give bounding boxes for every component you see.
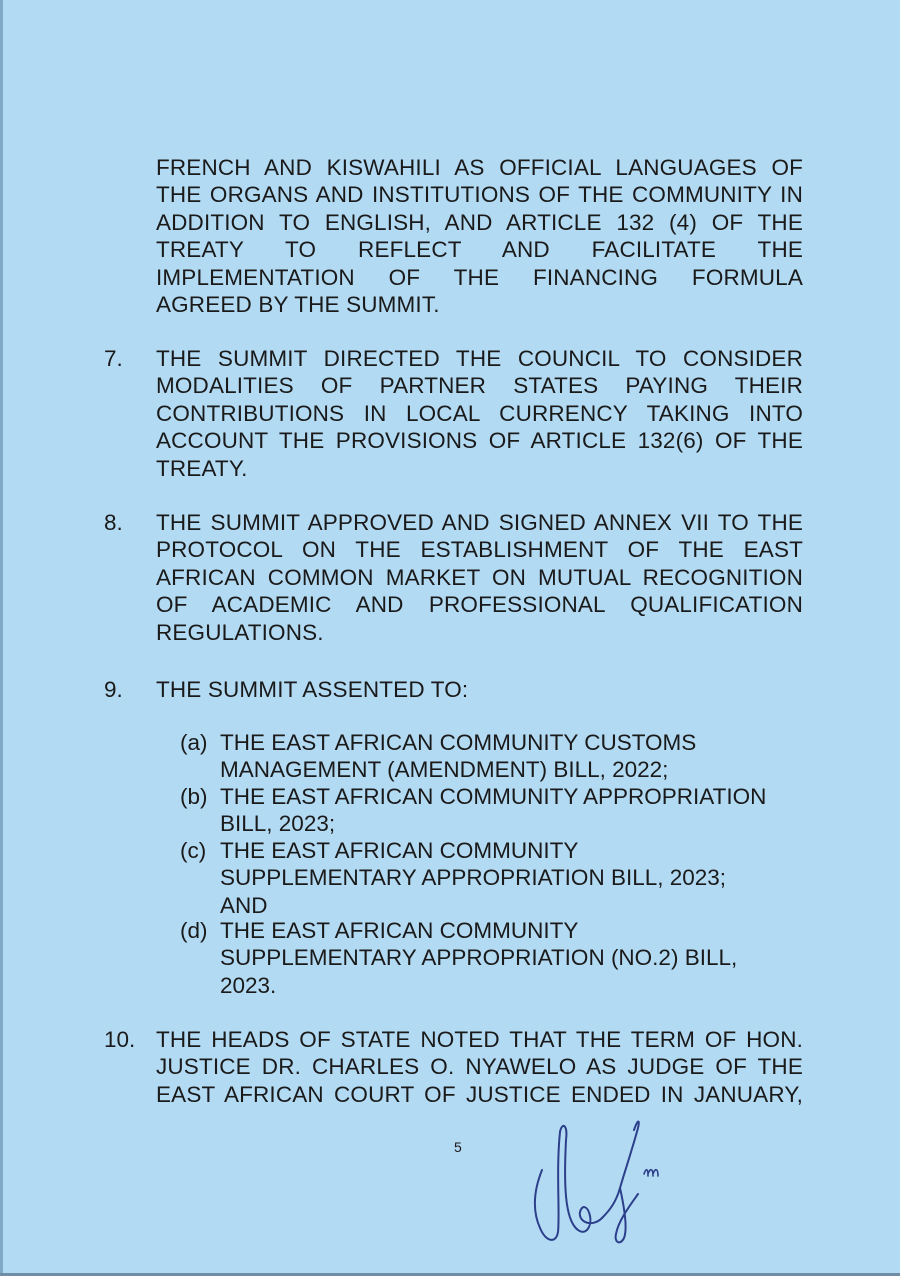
paragraph-line: THE ORGANS AND INSTITUTIONS OF THE COMMUNITY IN	[156, 182, 803, 208]
subitem-d	[180, 917, 820, 1001]
subitem-line: SUPPLEMENTARY APPROPRIATION (NO.2) BILL,	[220, 945, 738, 971]
paragraph-line: THE HEADS OF STATE NOTED THAT THE TERM OF HON.	[156, 1027, 803, 1052]
paragraph-line: CONTRIBUTIONS IN LOCAL CURRENCY TAKING INTO	[156, 400, 803, 426]
item-number-7: 7.	[104, 346, 123, 371]
paragraph-line: REGULATIONS.	[156, 619, 324, 645]
subitem-line: 2023.	[220, 972, 277, 998]
paragraph-line: AGREED BY THE SUMMIT.	[156, 292, 440, 318]
paragraph-line: IMPLEMENTATION OF THE FINANCING FORMULA	[156, 264, 803, 290]
paragraph-line: MODALITIES OF PARTNER STATES PAYING THEIR	[156, 373, 803, 399]
item-9-text	[156, 676, 803, 703]
paragraph-line: TREATY TO REFLECT AND FACILITATE THE	[156, 237, 803, 263]
subitem-text	[220, 917, 820, 999]
subitem-line: AND	[220, 892, 268, 918]
item-8-text	[156, 509, 803, 646]
subitem-letter: (b)	[180, 784, 208, 809]
subitem-a	[180, 729, 820, 785]
subitem-line: BILL, 2023;	[220, 811, 336, 837]
item-10-text	[156, 1026, 803, 1108]
paragraph-line: ACCOUNT THE PROVISIONS OF ARTICLE 132(6) OF THE	[156, 428, 803, 454]
paragraph-line: PROTOCOL ON THE ESTABLISHMENT OF THE EAST	[156, 537, 803, 563]
paragraph-line: THE SUMMIT DIRECTED THE COUNCIL TO CONSIDER	[156, 346, 803, 371]
subitem-text	[220, 729, 820, 784]
item-number-8: 8.	[104, 510, 123, 535]
subitem-letter: (d)	[180, 918, 208, 943]
paragraph-line: THE SUMMIT APPROVED AND SIGNED ANNEX VII TO THE	[156, 510, 803, 535]
paragraph-line: AFRICAN COMMON MARKET ON MUTUAL RECOGNITION	[156, 564, 803, 590]
paragraph-line: ADDITION TO ENGLISH, AND ARTICLE 132 (4) OF THE	[156, 209, 803, 235]
subitem-line: THE EAST AFRICAN COMMUNITY APPROPRIATION	[220, 784, 767, 809]
subitem-b	[180, 783, 820, 839]
item-7-text	[156, 345, 803, 482]
page-edge-left	[0, 0, 3, 1276]
paragraph-line: THE SUMMIT ASSENTED TO:	[156, 677, 469, 702]
subitem-line: MANAGEMENT (AMENDMENT) BILL, 2022;	[220, 757, 669, 783]
page-number: 5	[454, 1139, 462, 1155]
item-number-9: 9.	[104, 677, 123, 702]
paragraph-line: EAST AFRICAN COURT OF JUSTICE ENDED IN JANUARY,	[156, 1081, 803, 1107]
continuation-paragraph	[156, 154, 803, 318]
paragraph-line: FRENCH AND KISWAHILI AS OFFICIAL LANGUAGES OF	[156, 155, 803, 180]
paragraph-line: OF ACADEMIC AND PROFESSIONAL QUALIFICATION	[156, 592, 803, 618]
subitem-text	[220, 783, 820, 838]
signature-initials-icon	[520, 1110, 680, 1260]
paragraph-line: TREATY.	[156, 455, 248, 481]
subitem-text	[220, 837, 820, 919]
subitem-line: THE EAST AFRICAN COMMUNITY CUSTOMS	[220, 730, 697, 755]
subitem-letter: (a)	[180, 730, 208, 755]
subitem-line: SUPPLEMENTARY APPROPRIATION BILL, 2023;	[220, 865, 727, 891]
subitem-line: THE EAST AFRICAN COMMUNITY	[220, 918, 579, 943]
subitem-c	[180, 837, 820, 921]
subitem-letter: (c)	[180, 838, 207, 863]
paragraph-line: JUSTICE DR. CHARLES O. NYAWELO AS JUDGE OF THE	[156, 1054, 803, 1080]
subitem-line: THE EAST AFRICAN COMMUNITY	[220, 838, 579, 863]
item-number-10: 10.	[104, 1027, 136, 1052]
